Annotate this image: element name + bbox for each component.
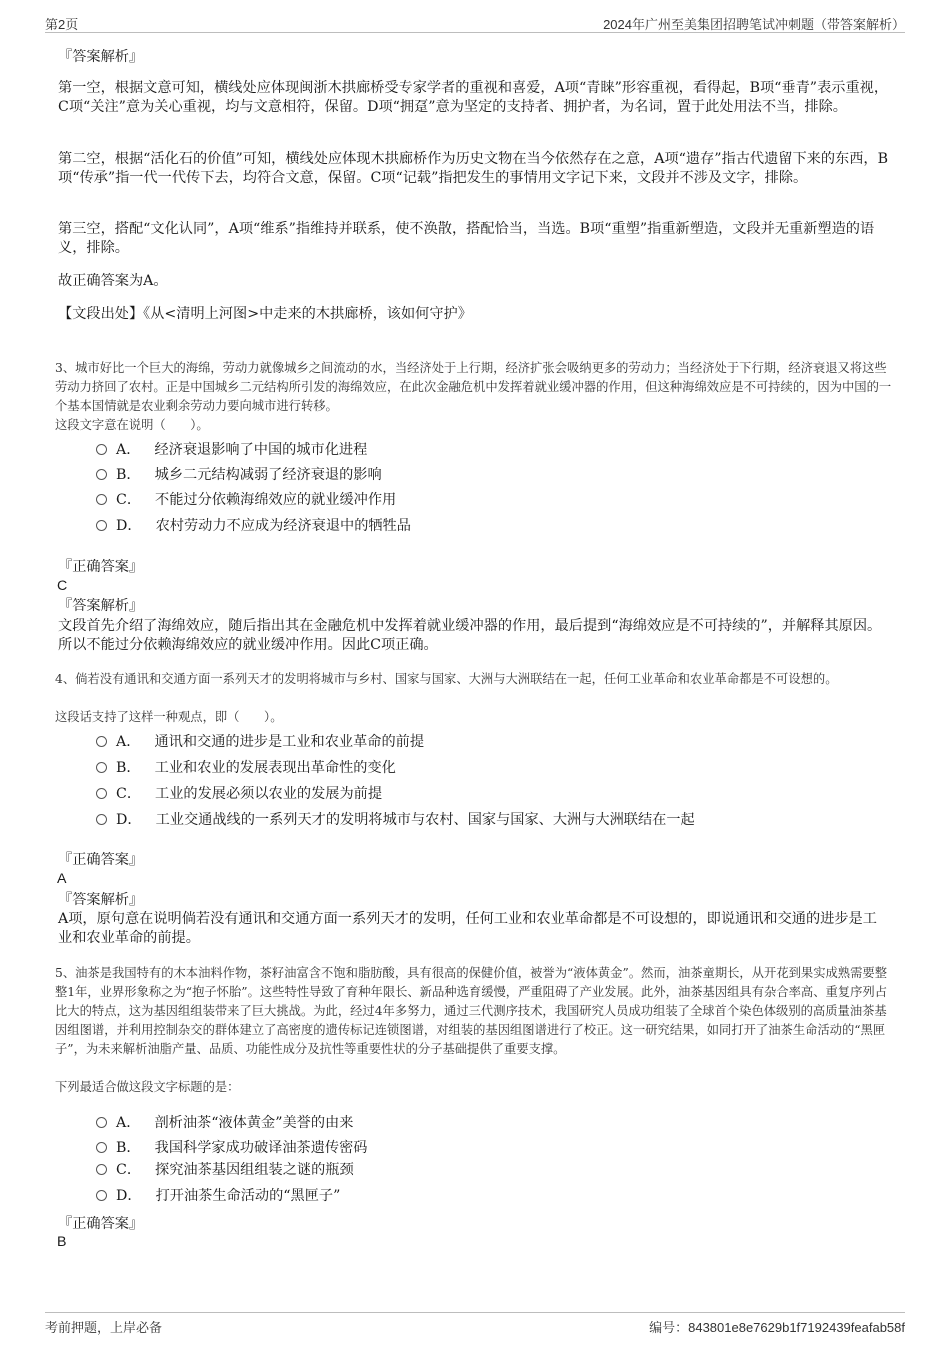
q2-source: 【文段出处】《从<清明上河图>中走来的木拱廊桥，该如何守护》	[58, 306, 472, 322]
q4-analysis-label: 『答案解析』	[58, 892, 144, 908]
q4-stem: 4、倘若没有通讯和交通方面一系列天才的发明将城市与乡村、国家与国家、大洲与大洲联结在一起，任何工业革命和农业革命都是不可设想的。	[55, 672, 838, 686]
radio-icon[interactable]	[96, 520, 107, 531]
q3-option-b[interactable]: B． 城乡二元结构减弱了经济衰退的影响	[96, 465, 382, 485]
q5-answer: B	[57, 1234, 67, 1250]
radio-icon[interactable]	[96, 494, 107, 505]
radio-icon[interactable]	[96, 444, 107, 455]
radio-icon[interactable]	[96, 788, 107, 799]
radio-icon[interactable]	[96, 736, 107, 747]
radio-icon[interactable]	[96, 1142, 107, 1153]
radio-icon[interactable]	[96, 1190, 107, 1201]
radio-icon[interactable]	[96, 469, 107, 480]
q3-option-d[interactable]: D． 农村劳动力不应成为经济衰退中的牺牲品	[96, 516, 411, 536]
q2-analysis-para-2: 第二空，根据“活化石的价值”可知，横线处应体现木拱廊桥作为历史文物在当今依然存在之意，A项“遗存”指古代遗留下来的东西，B项“传承”指一代一代传下去，均符合文意，保留。C项“记载”指把发生的事情用文字记下来，文段并不涉及文字，排除。	[58, 151, 889, 186]
q5-option-a[interactable]: A． 剖析油茶“液体黄金”美誉的由来	[96, 1113, 353, 1133]
q2-analysis-para-1: 第一空，根据文意可知，横线处应体现闽浙木拱廊桥受专家学者的重视和喜爱，A项“青睐”形容重视，看得起，B项“垂青”表示重视，C项“关注”意为关心重视，均与文意相符，保留。D项“拥趸”意为坚定的支持者、拥护者，为名词，置于此处用法不当，排除。	[58, 80, 889, 115]
radio-icon[interactable]	[96, 1164, 107, 1175]
q3-answer-label: 『正确答案』	[58, 559, 144, 575]
q4-option-c[interactable]: C． 工业的发展必须以农业的发展为前提	[96, 784, 382, 804]
q4-answer-label: 『正确答案』	[58, 852, 144, 868]
q2-analysis-para-3: 第三空，搭配“文化认同”，A项“维系”指维持并联系，使不涣散，搭配恰当，当选。B项“重塑”指重新塑造，文段并无重新塑造的语义，排除。	[58, 221, 875, 256]
q2-analysis-label: 『答案解析』	[58, 49, 144, 65]
q3-answer: C	[57, 578, 68, 594]
q2-conclusion: 故正确答案为A。	[58, 273, 168, 289]
q4-option-d[interactable]: D． 工业交通战线的一系列天才的发明将城市与农村、国家与国家、大洲与大洲联结在一起	[96, 810, 695, 830]
q4-option-a[interactable]: A． 通讯和交通的进步是工业和农业革命的前提	[96, 732, 424, 752]
q5-stem: 5、油茶是我国特有的木本油料作物，茶籽油富含不饱和脂肪酸，具有很高的保健价值，被誉为“液体黄金”。然而，油茶童期长，从开花到果实成熟需要整整1年，业界形象称之为“抱子怀胎”。这些特性导致了育种年限长、新品种选育缓慢，严重阻碍了产业发展。此外，油茶基因组具有杂合率高、重复序列占比大的特点，这为基因组组装带来了巨大挑战。为此，经过4年多努力，通过三代测序技术，我国研究人员成功组装了全球首个染色体级别的高质量油茶基因组图谱，并利用控制杂交的群体建立了高密度的遗传标记连锁图谱，对组装的基因组图谱进行了校正。这一研究结果，如同打开了油茶生命活动的“黑匣子”，为未来解析油脂产量、品质、功能性成分及抗性等重要性状的分子基础提供了重要支撑。	[55, 966, 887, 1056]
q4-answer: A	[57, 871, 67, 887]
page-header	[45, 10, 905, 33]
q3-analysis-label: 『答案解析』	[58, 598, 144, 614]
footer-serial: 编号：843801e8e7629b1f7192439feafab58f	[649, 1320, 905, 1335]
radio-icon[interactable]	[96, 762, 107, 773]
q5-option-c[interactable]: C． 探究油茶基因组组装之谜的瓶颈	[96, 1160, 354, 1180]
q4-option-b[interactable]: B． 工业和农业的发展表现出革命性的变化	[96, 758, 396, 778]
q3-option-a[interactable]: A． 经济衰退影响了中国的城市化进程	[96, 440, 367, 460]
radio-icon[interactable]	[96, 814, 107, 825]
radio-icon[interactable]	[96, 1117, 107, 1128]
q3-stem: 3、城市好比一个巨大的海绵，劳动力就像城乡之间流动的水，当经济处于上行期，经济扩张会吸纳更多的劳动力；当经济处于下行期，经济衰退又将这些劳动力挤回了农村。正是中国城乡二元结构所引发的海绵效应，在此次金融危机中发挥着就业缓冲器的作用，但这种海绵效应是不可持续的，因为中国的一个基本国情就是农业剩余劳动力要向城市进行转移。	[55, 361, 892, 413]
q4-prompt: 这段话支持了这样一种观点，即（ ）。	[55, 710, 283, 724]
footer-slogan: 考前押题，上岸必备	[45, 1320, 163, 1335]
page-footer	[45, 1312, 905, 1335]
q5-option-d[interactable]: D． 打开油茶生命活动的“黑匣子”	[96, 1186, 340, 1206]
q4-analysis: A项，原句意在说明倘若没有通讯和交通方面一系列天才的发明，任何工业和农业革命都是不可设想的，即说通讯和交通的进步是工业和农业革命的前提。	[58, 911, 877, 946]
q5-prompt: 下列最适合做这段文字标题的是：	[55, 1080, 240, 1094]
q5-option-b[interactable]: B． 我国科学家成功破译油茶遗传密码	[96, 1138, 367, 1158]
q3-option-c[interactable]: C． 不能过分依赖海绵效应的就业缓冲作用	[96, 490, 396, 510]
document-title: 2024年广州至美集团招聘笔试冲刺题（带答案解析）	[603, 17, 905, 32]
q3-analysis: 文段首先介绍了海绵效应，随后指出其在金融危机中发挥着就业缓冲器的作用，最后提到“海绵效应是不可持续的”，并解释其原因。所以不能过分依赖海绵效应的就业缓冲作用。因此C项正确。	[58, 618, 882, 653]
page-number: 第2页	[45, 17, 79, 32]
q3-prompt: 这段文字意在说明（ ）。	[55, 418, 209, 432]
q5-answer-label: 『正确答案』	[58, 1216, 144, 1232]
